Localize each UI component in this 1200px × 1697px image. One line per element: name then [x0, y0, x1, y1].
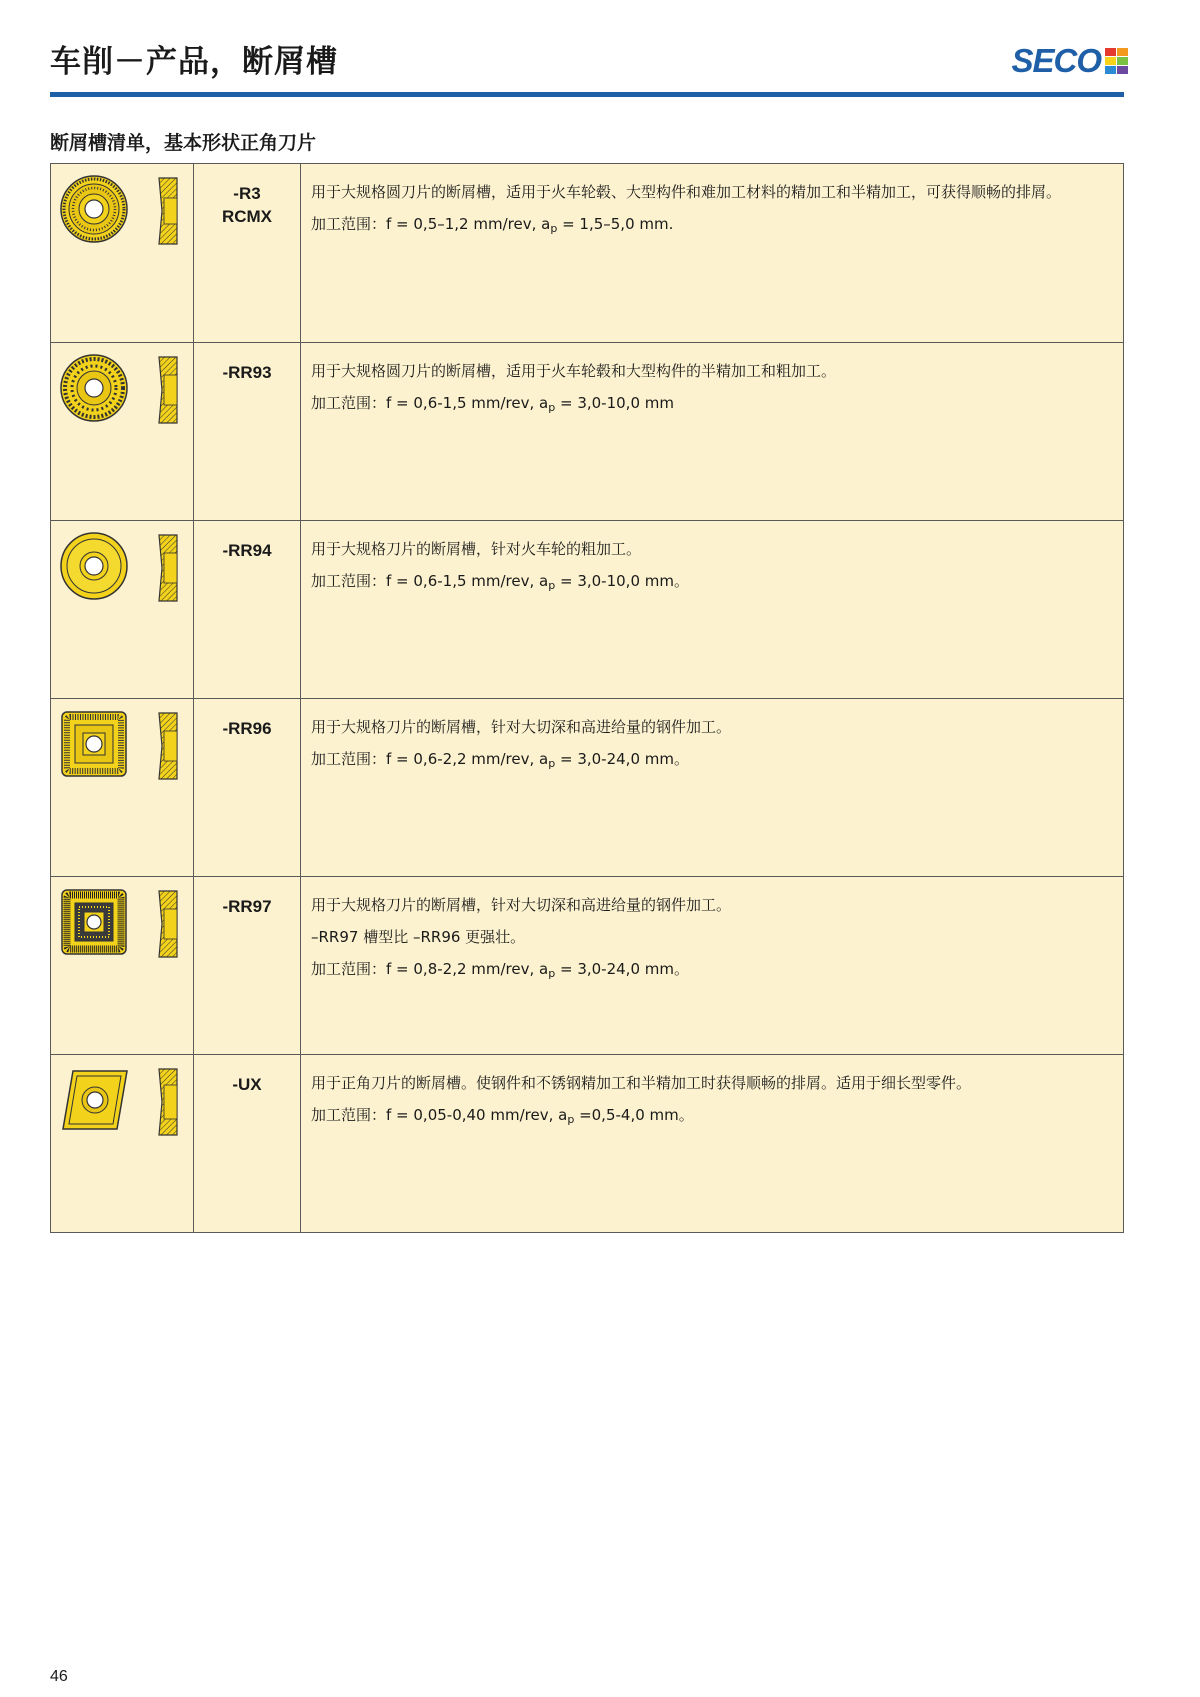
round-insert-plain-icon [59, 531, 129, 601]
insert-image-cell [51, 164, 194, 342]
description-text: 用于大规格刀片的断屑槽，针对火车轮的粗加工。 [311, 540, 642, 558]
insert-side-view-icon [155, 889, 181, 959]
round-insert-fine-serrated-icon [59, 174, 129, 244]
insert-side-view-icon [155, 355, 181, 425]
page-number: 46 [50, 1668, 68, 1685]
description-text: 用于大规格圆刀片的断屑槽，适用于火车轮毂和大型构件的半精加工和粗加工。 [311, 362, 837, 380]
insert-image-cell [51, 877, 194, 1054]
code-line: -R3 [233, 184, 261, 203]
code-line: RCMX [221, 207, 273, 226]
description-cell [301, 164, 1123, 342]
header-rule [50, 92, 1124, 97]
insert-side-view-icon [155, 533, 181, 603]
page-title: 车削－产品，断屑槽 [50, 44, 338, 80]
description-text: 用于大规格刀片的断屑槽，针对大切深和高进给量的钢件加工。 [311, 718, 732, 736]
square-insert-ribbed-icon [59, 709, 129, 779]
description-cell [301, 343, 1123, 520]
chipbreaker-code [194, 1055, 301, 1232]
rhombic-insert-icon [59, 1065, 129, 1135]
insert-side-view-icon [155, 711, 181, 781]
description-cell [301, 699, 1123, 876]
chipbreaker-code [194, 343, 301, 520]
insert-image-cell [51, 521, 194, 698]
machining-range: 加工范围：f = 0,05-0,40 mm/rev, $a_p =0,5-4,0$ mm。 [311, 1106, 694, 1126]
description-text: 用于大规格刀片的断屑槽，针对大切深和高进给量的钢件加工。 [311, 896, 732, 914]
table-row [51, 342, 1123, 520]
table-row [51, 698, 1123, 876]
description-cell [301, 877, 1123, 1054]
insert-image-cell [51, 343, 194, 520]
code-line: -RR97 [222, 897, 272, 916]
table-row [51, 876, 1123, 1054]
chipbreaker-code [194, 699, 301, 876]
brand-logo [1011, 44, 1128, 78]
machining-range: 加工范围：f = 0,6-1,5 mm/rev, $a_p = 3,0-10,0$ mm。 [311, 572, 689, 592]
section-title: 断屑槽清单，基本形状正角刀片 [50, 132, 317, 154]
chipbreaker-table [50, 163, 1124, 1233]
chipbreaker-code [194, 521, 301, 698]
table-row [51, 164, 1123, 342]
insert-image-cell [51, 699, 194, 876]
description-cell [301, 521, 1123, 698]
round-insert-dotted-icon [59, 353, 129, 423]
code-line: -RR94 [222, 541, 272, 560]
square-insert-heavy-ribbed-icon [59, 887, 129, 957]
table-row [51, 1054, 1123, 1232]
insert-side-view-icon [155, 1067, 181, 1137]
code-line: -RR93 [222, 363, 272, 382]
description-text: 用于大规格圆刀片的断屑槽，适用于火车轮毂、大型构件和难加工材料的精加工和半精加工，可获得顺畅的排屑。 [311, 183, 1062, 201]
description-cell [301, 1055, 1123, 1232]
machining-range: 加工范围：f = 0,6-1,5 mm/rev, $a_p = 3,0-10,0$ mm [311, 394, 674, 414]
chipbreaker-code [194, 164, 301, 342]
machining-range: 加工范围：f = 0,5–1,2 mm/rev, $a_p = 1,5-5,0$ mm. [311, 215, 674, 235]
table-row [51, 520, 1123, 698]
brand-wordmark: SECO [1011, 42, 1101, 79]
machining-range: 加工范围：f = 0,8-2,2 mm/rev, $a_p = 3,0-24,0$ mm。 [311, 960, 689, 980]
insert-image-cell [51, 1055, 194, 1232]
description-text: 用于正角刀片的断屑槽。使钢件和不锈钢精加工和半精加工时获得顺畅的排屑。适用于细长型零件。 [311, 1074, 972, 1092]
machining-range: 加工范围：f = 0,6-2,2 mm/rev, $a_p = 3,0-24,0$ mm。 [311, 750, 689, 770]
code-line: -UX [232, 1075, 262, 1094]
chipbreaker-code [194, 877, 301, 1054]
description-note: –RR97 槽型比 –RR96 更强壮。 [311, 928, 526, 946]
insert-side-view-icon [155, 176, 181, 246]
code-line: -RR96 [222, 719, 272, 738]
brand-color-mark [1105, 48, 1128, 74]
